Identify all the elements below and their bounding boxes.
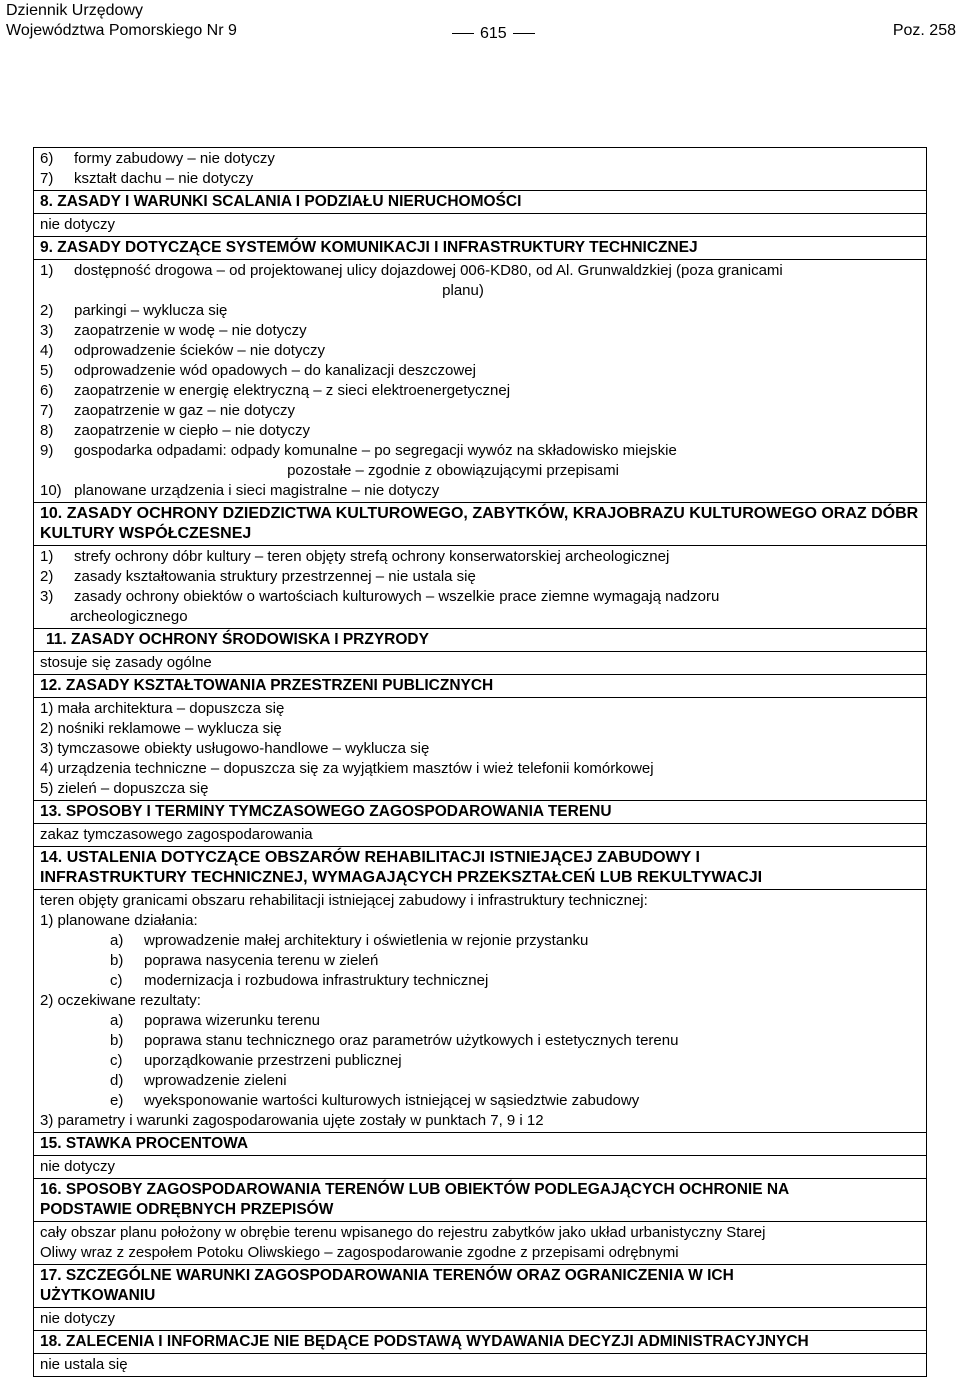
page-number [446, 24, 541, 44]
section-15-body: nie dotyczy [33, 1156, 927, 1179]
section-14-title-line2: INFRASTRUKTURY TECHNICZNEJ, WYMAGAJĄCYCH PRZEKSZTAŁCEŃ LUB REKULTYWACJI [40, 869, 763, 886]
sub-item: a) wprowadzenie małej architektury i oświetlenia w rejonie przystanku [110, 932, 589, 949]
sub-item: e) wyeksponowanie wartości kulturowych istniejącej w sąsiedztwie zabudowy [110, 1092, 640, 1109]
sub-item: b) poprawa stanu technicznego oraz parametrów użytkowych i estetycznych terenu [110, 1032, 679, 1049]
section-17-title [33, 1265, 927, 1308]
list-item: 5) odprowadzenie wód opadowych – do kanalizacji deszczowej [40, 362, 476, 379]
list-item: 7) zaopatrzenie w gaz – nie dotyczy [40, 402, 295, 419]
list-item-continuation: archeologicznego [70, 608, 188, 625]
position-number: Poz. 258 [892, 22, 956, 39]
section-13-body: zakaz tymczasowego zagospodarowania [33, 824, 927, 847]
list-item: 3) tymczasowe obiekty usługowo-handlowe – wyklucza się [40, 740, 430, 757]
section-18-body: nie ustala się [33, 1354, 927, 1377]
list-item: 6) zaopatrzenie w energię elektryczną – z sieci elektroenergetycznej [40, 382, 511, 399]
list-item: 4) urządzenia techniczne – dopuszcza się za wyjątkiem masztów i wież telefonii komórkowej [40, 760, 654, 777]
sub-item: a) poprawa wizerunku terenu [110, 1012, 320, 1029]
section-14-title [33, 847, 927, 890]
dash-right [513, 33, 535, 34]
section-18-title: 18. ZALECENIA I INFORMACJE NIE BĘDĄCE PODSTAWĄ WYDAWANIA DECYZJI ADMINISTRACYJNYCH [33, 1331, 927, 1354]
section-17-title-line2: UŻYTKOWANIU [40, 1287, 156, 1304]
section-17-body: nie dotyczy [33, 1308, 927, 1331]
sub-item: c) uporządkowanie przestrzeni publicznej [110, 1052, 402, 1069]
section-16-title-line2: PODSTAWIE ODRĘBNYCH PRZEPISÓW [40, 1201, 334, 1218]
page-header-journal [6, 1, 237, 41]
section-14-intro: teren objęty granicami obszaru rehabilitacji istniejącej zabudowy i infrastruktury technicznej: [40, 892, 648, 909]
section-12-title: 12. ZASADY KSZTAŁTOWANIA PRZESTRZENI PUBLICZNYCH [33, 675, 927, 698]
journal-title: Dziennik Urzędowy [6, 2, 143, 19]
list-item: 3) zaopatrzenie w wodę – nie dotyczy [40, 322, 307, 339]
sub-item: b) poprawa nasycenia terenu w zieleń [110, 952, 379, 969]
section-8-title: 8. ZASADY I WARUNKI SCALANIA I PODZIAŁU NIERUCHOMOŚCI [33, 191, 927, 214]
list-item: 5) zieleń – dopuszcza się [40, 780, 209, 797]
list-item: 6) formy zabudowy – nie dotyczy [40, 150, 275, 167]
list-item: 2) oczekiwane rezultaty: [40, 992, 201, 1009]
section-16-body-line2: Oliwy wraz z zespołem Potoku Oliwskiego – zagospodarowanie zgodne z przepisami odrębnymi [40, 1244, 679, 1261]
list-item: 1) strefy ochrony dóbr kultury – teren objęty strefą ochrony konserwatorskiej archeologicznej [40, 548, 670, 565]
list-item: 1) dostępność drogowa – od projektowanej ulicy dojazdowej 006-KD80, od Al. Grunwaldzkiej (poza granicami [40, 262, 783, 279]
page-number-text: 615 [480, 25, 507, 42]
sub-item: d) wprowadzenie zieleni [110, 1072, 287, 1089]
list-item: 2) nośniki reklamowe – wyklucza się [40, 720, 282, 737]
section-17-title-line1: 17. SZCZEGÓLNE WARUNKI ZAGOSPODAROWANIA TERENÓW ORAZ OGRANICZENIA W ICH [40, 1267, 734, 1284]
list-item: 1) mała architektura – dopuszcza się [40, 700, 285, 717]
section-16-title [33, 1179, 927, 1222]
section-14-title-line1: 14. USTALENIA DOTYCZĄCE OBSZARÓW REHABILITACJI ISTNIEJĄCEJ ZABUDOWY I [40, 849, 700, 866]
list-item: 10) planowane urządzenia i sieci magistralne – nie dotyczy [40, 482, 440, 499]
regulation-table [33, 147, 927, 1377]
list-item: 2) zasady kształtowania struktury przestrzennej – nie ustala się [40, 568, 476, 585]
section-11-title: 11. ZASADY OCHRONY ŚRODOWISKA I PRZYRODY [33, 629, 927, 652]
list-item: 1) planowane działania: [40, 912, 198, 929]
section-16-body [33, 1222, 927, 1265]
list-item: 3) zasady ochrony obiektów o wartościach kulturowych – wszelkie prace ziemne wymagają nadzoru [40, 588, 720, 605]
dash-left [452, 33, 474, 34]
section-16-title-line1: 16. SPOSOBY ZAGOSPODAROWANIA TERENÓW LUB OBIEKTÓW PODLEGAJĄCYCH OCHRONIE NA [40, 1181, 790, 1198]
list-item: 8) zaopatrzenie w ciepło – nie dotyczy [40, 422, 310, 439]
section-9-title: 9. ZASADY DOTYCZĄCE SYSTEMÓW KOMUNIKACJI I INFRASTRUKTURY TECHNICZNEJ [33, 237, 927, 260]
list-item: 3) parametry i warunki zagospodarowania ujęte zostały w punktach 7, 9 i 12 [40, 1112, 544, 1129]
list-item: 9) gospodarka odpadami: odpady komunalne – po segregacji wywóz na składowisko miejskie [40, 442, 677, 459]
section-8-body: nie dotyczy [33, 214, 927, 237]
list-item-continuation: pozostałe – zgodnie z obowiązującymi przepisami [287, 462, 619, 479]
section-15-title: 15. STAWKA PROCENTOWA [33, 1133, 927, 1156]
section-14-body [33, 890, 927, 1133]
list-item: 2) parkingi – wyklucza się [40, 302, 228, 319]
sub-item: c) modernizacja i rozbudowa infrastruktury technicznej [110, 972, 489, 989]
section-10-body [33, 546, 927, 629]
section-13-title: 13. SPOSOBY I TERMINY TYMCZASOWEGO ZAGOSPODAROWANIA TERENU [33, 801, 927, 824]
section-12-body [33, 698, 927, 801]
list-item: 7) kształt dachu – nie dotyczy [40, 170, 254, 187]
section-11-body: stosuje się zasady ogólne [33, 652, 927, 675]
list-item: 4) odprowadzenie ścieków – nie dotyczy [40, 342, 325, 359]
row-roof-items [33, 147, 927, 191]
section-16-body-line1: cały obszar planu położony w obrębie terenu wpisanego do rejestru zabytków jako układ urbanistyczny Starej [40, 1224, 766, 1241]
journal-subtitle: Województwa Pomorskiego Nr 9 [6, 22, 237, 39]
list-item-continuation: planu) [442, 282, 484, 299]
section-9-body [33, 260, 927, 503]
section-10-title: 10. ZASADY OCHRONY DZIEDZICTWA KULTUROWEGO, ZABYTKÓW, KRAJOBRAZU KULTUROWEGO ORAZ DÓBR KULTURY WSPÓŁCZESNEJ [33, 503, 927, 546]
